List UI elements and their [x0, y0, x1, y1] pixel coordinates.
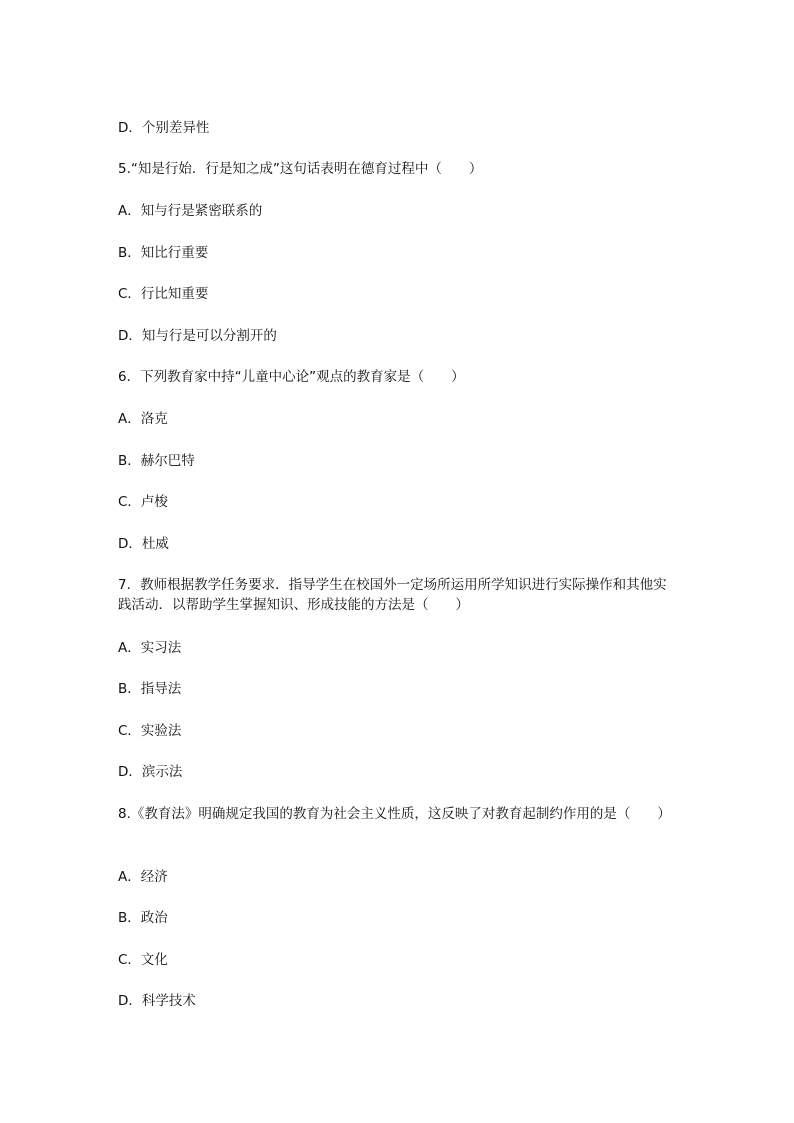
option-8d: D．科学技术 — [118, 993, 196, 1009]
option-6a: A．洛克 — [118, 411, 168, 427]
option-7c: C．实验法 — [118, 723, 182, 739]
option-5c: C．行比知重要 — [118, 286, 209, 302]
option-5a: A．知与行是紧密联系的 — [118, 203, 263, 219]
option-4d: D．个别差异性 — [118, 120, 210, 136]
question-5: 5.“知是行始．行是知之成”这句话表明在德育过程中（ ） — [118, 161, 483, 177]
option-6d: D．杜威 — [118, 536, 169, 552]
question-7: 7．教师根据教学任务要求．指导学生在校国外一定场所运用所学知识进行实际操作和其他实践活动．以帮助学生掌握知识、形成技能的方法是（ ） — [118, 577, 667, 613]
question-8: 8.《教育法》明确规定我国的教育为社会主义性质，这反映了对教育起制约作用的是（ ） — [118, 806, 671, 822]
option-5d: D．知与行是可以分割开的 — [118, 328, 277, 344]
option-7d: D．滨示法 — [118, 764, 183, 780]
option-7b: B．指导法 — [118, 681, 182, 697]
option-6b: B．赫尔巴特 — [118, 453, 195, 469]
option-6c: C．卢梭 — [118, 494, 168, 510]
option-8c: C．文化 — [118, 952, 168, 968]
option-8a: A．经济 — [118, 869, 168, 885]
option-5b: B．知比行重要 — [118, 245, 209, 261]
option-7a: A．实习法 — [118, 640, 182, 656]
option-8b: B．政治 — [118, 910, 168, 926]
question-6: 6．下列教育家中持“儿童中心论”观点的教育家是（ ） — [118, 369, 465, 385]
